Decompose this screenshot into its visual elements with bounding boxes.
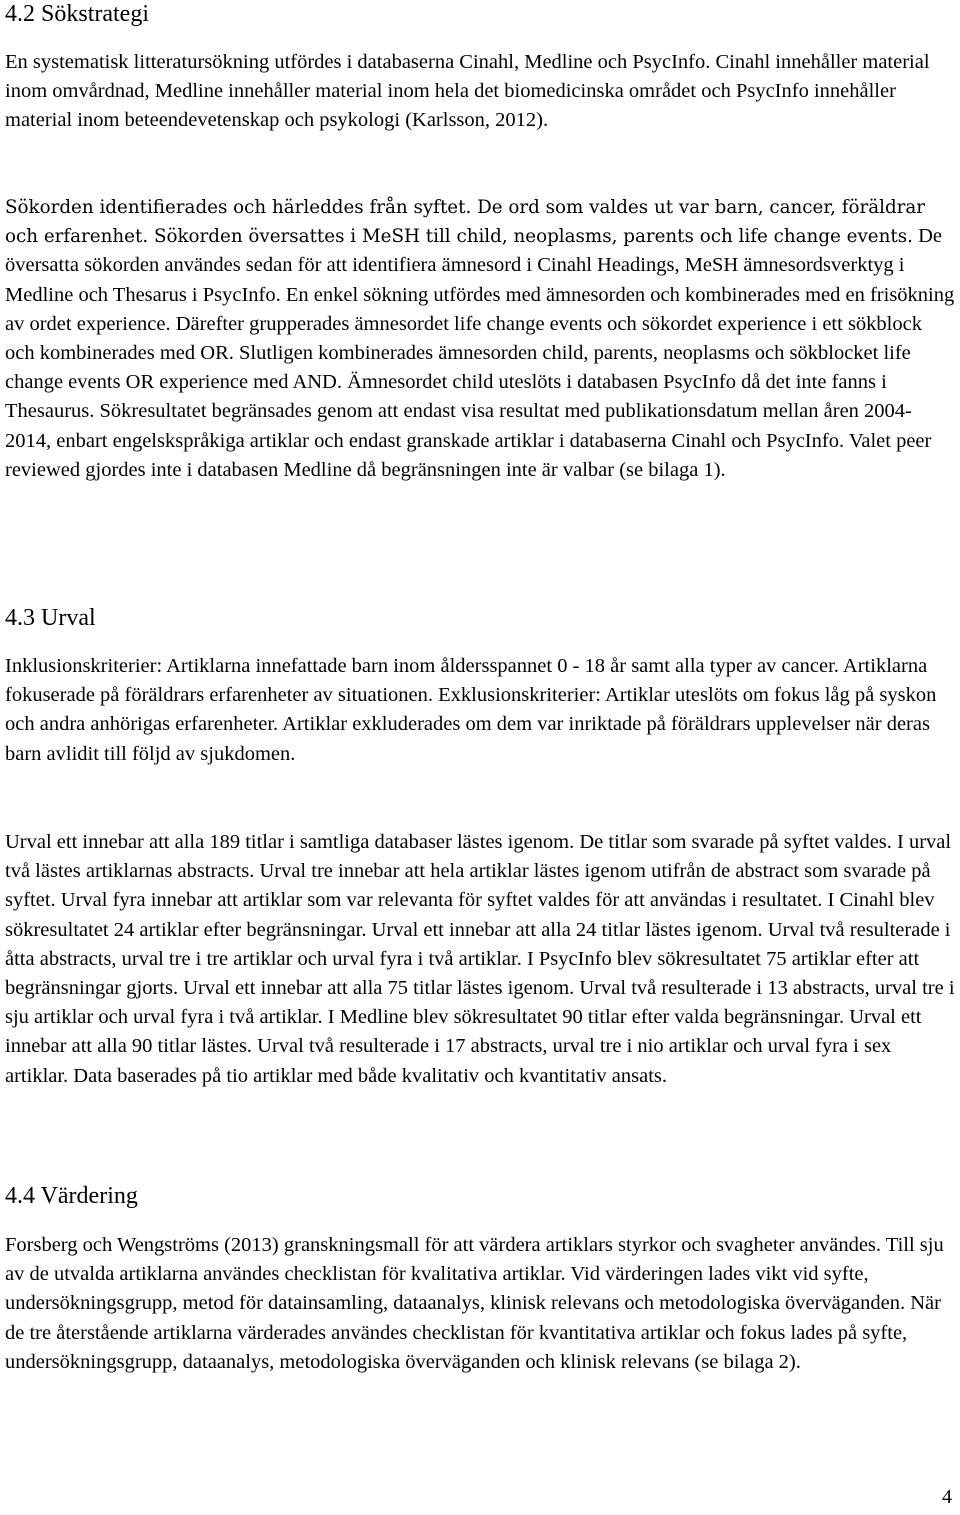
paragraph-urval-process: Urval ett innebar att alla 189 titlar i samtliga databaser lästes igenom. De titlar som svarade på syftet valdes. I urval två lästes artiklarnas abstracts. Urval tre innebar att hela artiklar lästes igenom utifrån de abstract som svarade på syftet. Urval fyra innebar att artiklar som var relevanta för syftet valdes för att användas i resultatet. I Cinahl blev sökresultatet 24 artiklar efter begränsningar. Urval ett innebar att alla 24 titlar lästes igenom. Urval två resulterade i åtta abstracts, urval tre i tre artiklar och urval fyra i två artiklar. I PsycInfo blev sökresultatet 75 artiklar efter att begränsningar gjorts. Urval ett innebar att alla 75 titlar lästes igenom. Urval två resulterade i 13 abstracts, urval tre i sju artiklar och urval fyra i två artiklar. I Medline blev sökresultatet 90 titlar efter valda begränsningar. Urval ett innebar att alla 90 titlar lästes. Urval två resulterade i 17 abstracts, urval tre i nio artiklar och urval fyra i sex artiklar. Data baserades på tio artiklar med både kvalitativ och kvantitativ ansats.: [5, 831, 955, 1087]
paragraph-sokord-part-a: Sökorden identifierades och härleddes från syftet. De ord som valdes ut var barn, cancer, föräldrar och erfarenhet. Sökorden översattes i MeSH till child, neoplasms, parents och life change events.: [5, 197, 926, 248]
section-heading-vardering: 4.4 Värdering: [5, 1183, 138, 1209]
section-heading-urval: 4.3 Urval: [5, 605, 96, 631]
section-heading-sokstrategi: 4.2 Sökstrategi: [5, 1, 149, 27]
page-number: 4: [942, 1486, 952, 1508]
paragraph-sokstrategi-sokord: [5, 193, 955, 485]
paragraph-urval-kriterier: Inklusionskriterier: Artiklarna innefattade barn inom åldersspannet 0 - 18 år samt alla typer av cancer. Artiklarna fokuserade på föräldrars erfarenheter av situationen. Exklusionskriterier: Artiklar uteslöts om fokus låg på syskon och andra anhörigas erfarenheter. Artiklar exkluderades om dem var inriktade på föräldrars upplevelser när deras barn avlidit till följd av sjukdomen.: [5, 655, 937, 765]
paragraph-sokstrategi-intro: En systematisk litteratursökning utfördes i databaserna Cinahl, Medline och PsycInfo. Cinahl innehåller material inom omvårdnad, Medline innehåller material inom hela det biomedicinska området och PsycInfo innehåller material inom beteendevetenskap och psykologi (Karlsson, 2012).: [5, 51, 930, 132]
paragraph-sokord-part-b: De översatta sökorden användes sedan för att identifiera ämnesord i Cinahl Headings, MeSH ämnesordsverktyg i Medline och Thesarus i PsycInfo. En enkel sökning utfördes med ämnesorden och kombinerades med en frisökning av ordet experience. Därefter grupperades ämnesordet life change events och sökordet experience i ett sökblock och kombinerades med OR. Slutligen kombinerades ämnesorden child, parents, neoplasms och sökblocket life change events OR experience med AND. Ämnesordet child uteslöts i databasen PsycInfo då det inte fanns i Thesaurus. Sökresultatet begränsades genom att endast visa resultat med publikationsdatum mellan åren 2004-2014, enbart engelskspråkiga artiklar och endast granskade artiklar i databaserna Cinahl och PsycInfo. Valet peer reviewed gjordes inte i databasen Medline då begränsningen inte är valbar (se bilaga 1).: [5, 225, 955, 481]
paragraph-vardering: Forsberg och Wengströms (2013) granskningsmall för att värdera artiklars styrkor och svagheter användes. Till sju av de utvalda artiklarna användes checklistan för kvalitativa artiklar. Vid värderingen lades vikt vid syfte, undersökningsgrupp, metod för datainsamling, dataanalys, klinisk relevans och metodologiska överväganden. När de tre återstående artiklarna värderades användes checklistan för kvantitativa artiklar och fokus lades på syfte, undersökningsgrupp, dataanalys, metodologiska överväganden och klinisk relevans (se bilaga 2).: [5, 1234, 944, 1373]
